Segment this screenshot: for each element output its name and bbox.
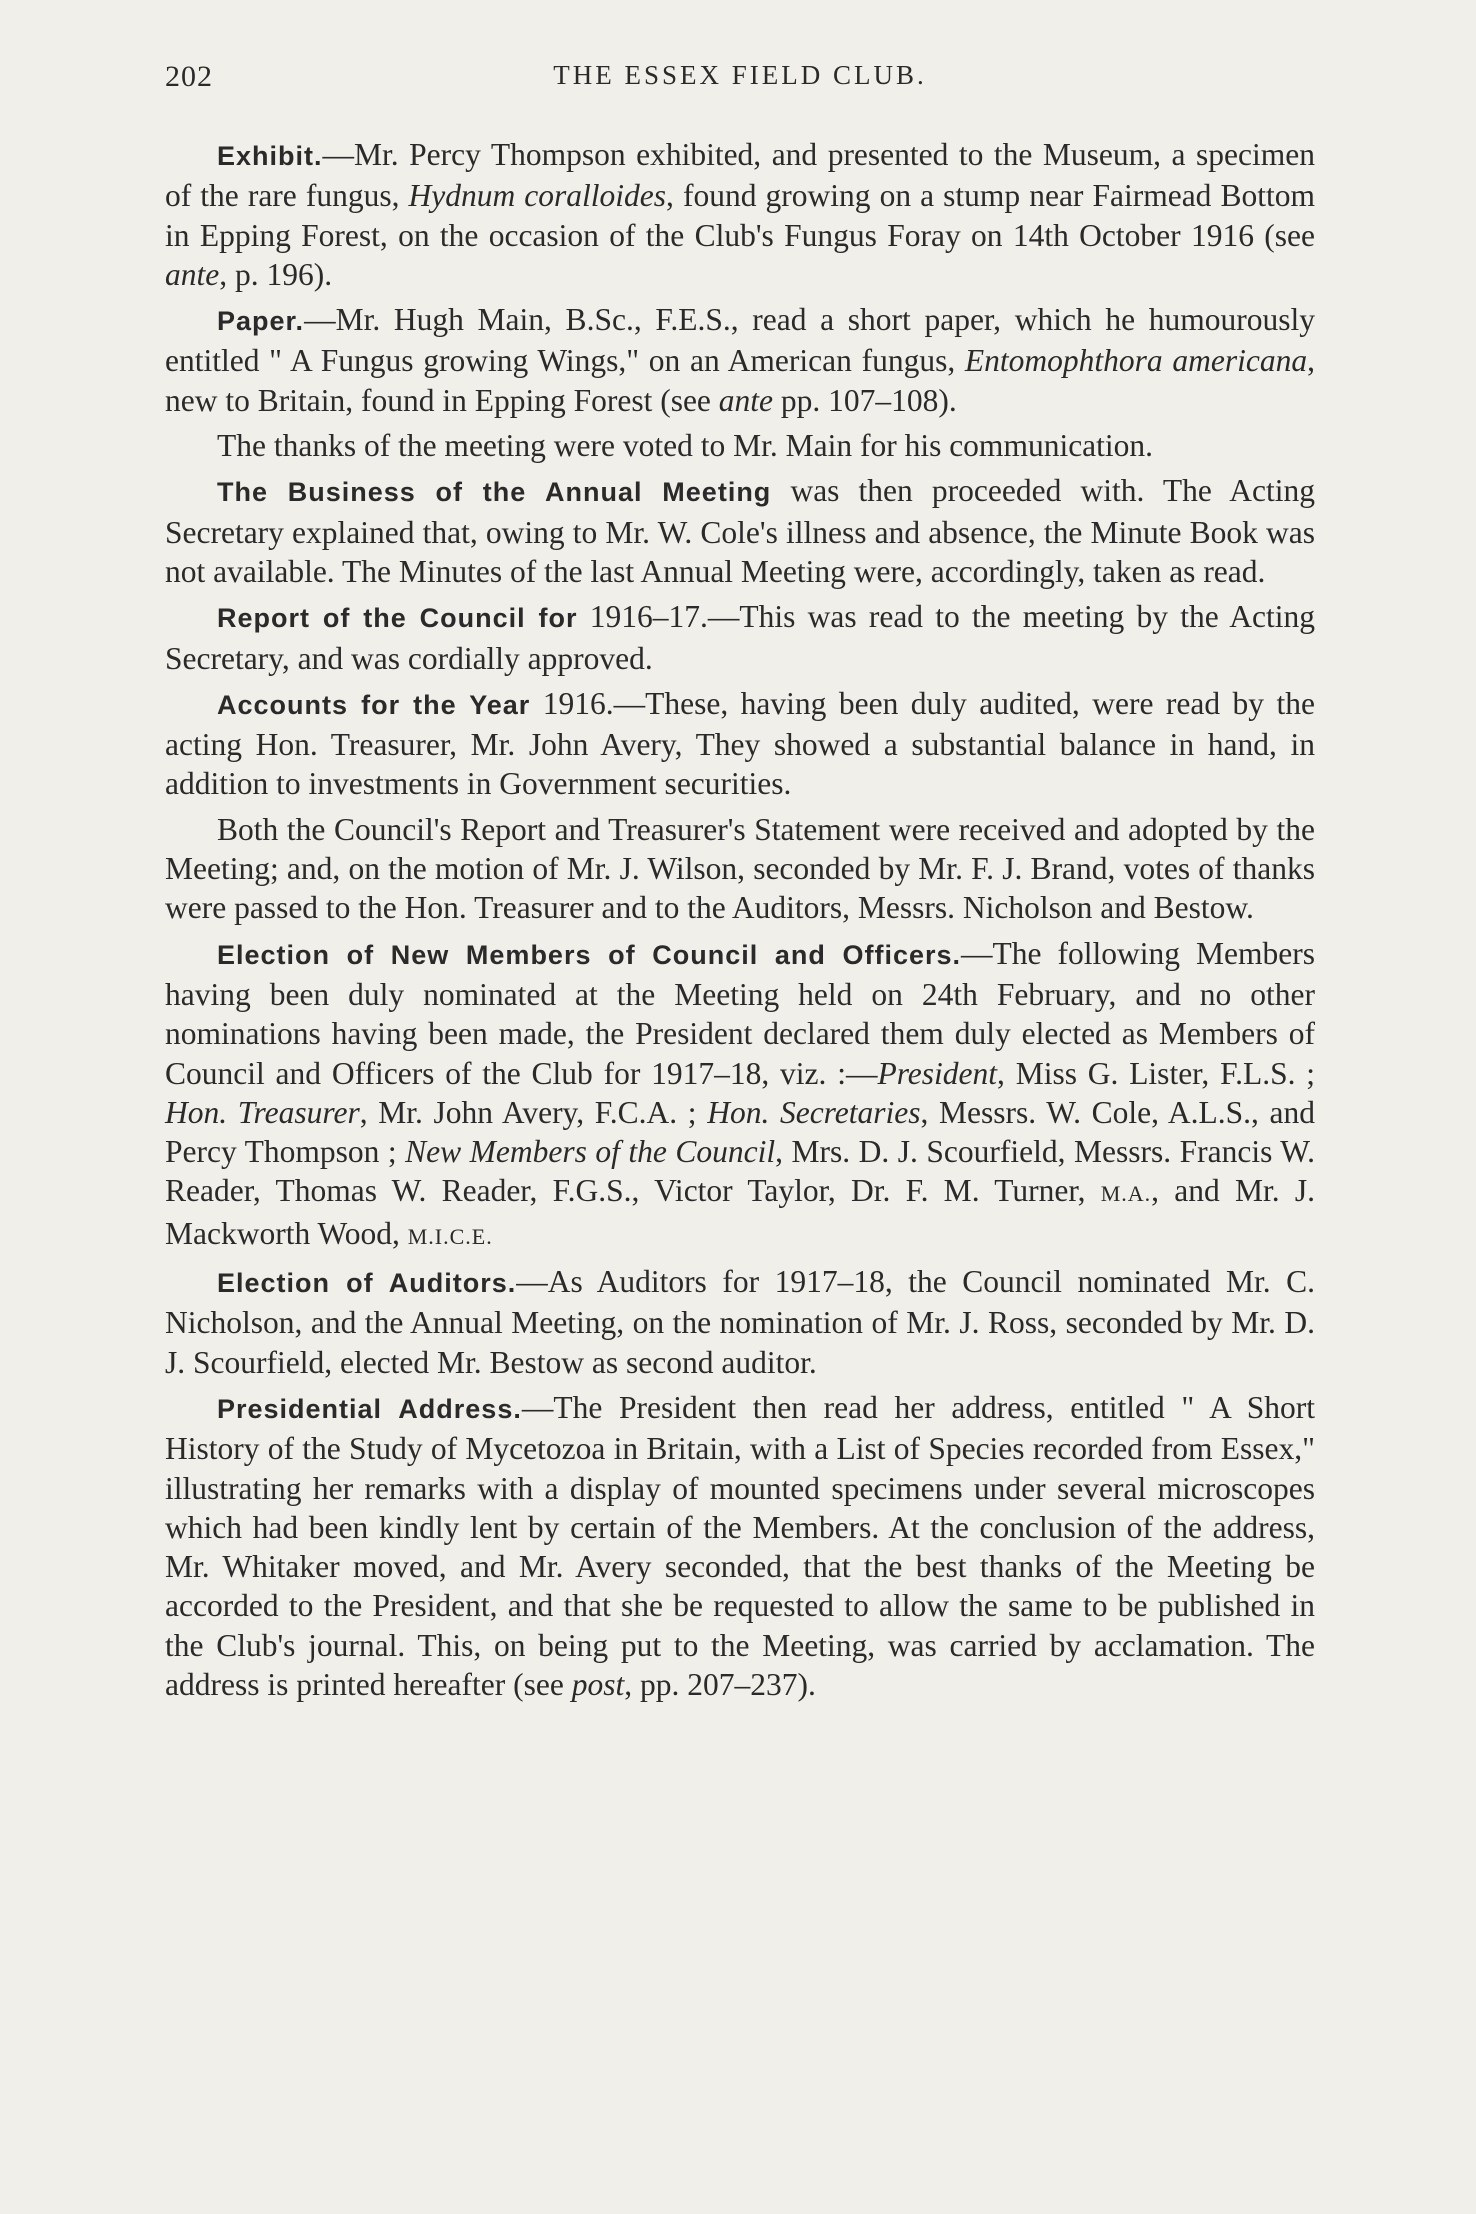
paragraph-heading: Presidential Address. (217, 1393, 522, 1424)
paragraph-text: was then proceeded with. The Acting Secretary explained that, owing to Mr. W. Cole's illness and absence, the Minute Book was not available. The Minutes of the last Annual Meeting were, accordingly, taken as read. (165, 473, 1315, 589)
paragraph (165, 810, 1315, 928)
paragraph (165, 934, 1315, 1256)
paragraph-text: Both the Council's Report and Treasurer's Statement were received and adopted by the Meeting; and, on the motion of Mr. J. Wilson, seconded by Mr. F. J. Brand, votes of thanks were passed to the Hon. Treasurer and to the Auditors, Messrs. Nicholson and Bestow. (165, 811, 1315, 926)
paragraph-text: —Mr. Hugh Main, B.Sc., F.E.S., read a short paper, which he humourously entitled " A Fungus growing Wings," on an American fungus, (165, 302, 1315, 379)
paragraph (165, 597, 1315, 678)
page-header (165, 50, 1315, 100)
italic-text: Entomophthora americana (964, 343, 1308, 379)
paragraph (165, 426, 1315, 465)
italic-text: Hon. Treasurer (165, 1094, 360, 1130)
running-title: THE ESSEX FIELD CLUB. (553, 60, 927, 90)
paragraph-text: 1916.—These, having been duly audited, were read by the acting Hon. Treasurer, Mr. John Avery, They showed a substantial balance in hand, in addition to investments in Government securities. (165, 685, 1315, 802)
paragraph-text: , p. 196). (219, 256, 333, 292)
paragraph-text: , Miss G. Lister, F.L.S. ; (997, 1055, 1316, 1091)
paragraph-heading: Accounts for the Year (217, 689, 531, 720)
italic-text: President (877, 1055, 998, 1091)
small-caps-text: M.I.C.E. (407, 1223, 493, 1249)
paragraph-heading: Report of the Council for (217, 603, 578, 634)
italic-text: Hon. Secretaries (707, 1094, 921, 1130)
paragraph-text: , pp. 207–237). (624, 1666, 816, 1702)
paragraph-text: , Mr. John Avery, F.C.A. ; (359, 1094, 708, 1130)
paragraph-heading: The Business of the Annual Meeting (217, 477, 772, 508)
paragraph-text: —Mr. Percy Thompson exhibited, and presented to the Museum, a specimen of the rare fungus, (165, 137, 1315, 214)
paragraph (165, 471, 1315, 591)
paragraph-text: The thanks of the meeting were voted to Mr. Main for his communication. (217, 428, 1154, 464)
paragraph (165, 1388, 1315, 1704)
paragraph (165, 300, 1315, 420)
paragraph-text: 1916–17.—This was read to the meeting by the Acting Secretary, and was cordially approved. (165, 599, 1315, 676)
paragraph (165, 135, 1315, 294)
body-text (165, 135, 1315, 1710)
paragraph-text: —As Auditors for 1917–18, the Council nominated Mr. C. Nicholson, and the Annual Meeting, on the nomination of Mr. J. Ross, seconded by Mr. D. J. Scourfield, elected Mr. Bestow as second auditor. (165, 1264, 1315, 1380)
paragraph (165, 684, 1315, 804)
paragraph-heading: Election of New Members of Council and Officers. (217, 939, 962, 970)
small-caps-text: M.A. (1100, 1181, 1152, 1207)
paragraph-text: —The following Members having been duly nominated at the Meeting held on 24th February, and no other nominations having been made, the President declared them duly elected as Members of Council and Officers of the Club for 1917–18, viz. :— (165, 935, 1316, 1091)
paragraph-text: —The President then read her address, entitled " A Short History of the Study of Mycetozoa in Britain, with a List of Species recorded from Essex," illustrating her remarks with a display of mounted specimens under several microscopes which had been kindly lent by certain of the Members. At the conclusion of the address, Mr. Whitaker moved, and Mr. Avery seconded, that the best thanks of the Meeting be accorded to the President, and that she be requested to allow the same to be published in the Club's journal. This, on being put to the Meeting, was carried by acclamation. The address is printed hereafter (see (165, 1389, 1315, 1702)
paragraph-heading: Election of Auditors. (217, 1268, 517, 1299)
paragraph-text: , Mrs. D. J. Scourfield, Messrs. Francis W. Reader, Thomas W. Reader, F.G.S., Victor Taylor, Dr. F. M. Turner, (165, 1134, 1316, 1209)
italic-text: post (571, 1666, 625, 1702)
italic-text: ante (165, 256, 220, 292)
paragraph-heading: Paper. (217, 306, 305, 337)
italic-text: Hydnum coralloides (408, 178, 667, 214)
italic-text: New Members of the Council (405, 1134, 776, 1170)
paragraph-text: , and Mr. J. Mackworth Wood, (165, 1173, 1316, 1251)
paragraph-text: pp. 107–108). (773, 382, 957, 418)
paragraph-text: , Messrs. W. Cole, A.L.S., and Percy Thompson ; (165, 1094, 1315, 1170)
paragraph-heading: Exhibit. (217, 141, 323, 171)
paragraph-text: , new to Britain, found in Epping Forest (see (165, 343, 1315, 418)
paragraph (165, 1262, 1315, 1382)
paragraph-text: , found growing on a stump near Fairmead Bottom in Epping Forest, on the occasion of the Club's Fungus Foray on 14th October 1916 (see (165, 178, 1316, 253)
page-number: 202 (165, 60, 213, 93)
italic-text: ante (718, 382, 774, 418)
